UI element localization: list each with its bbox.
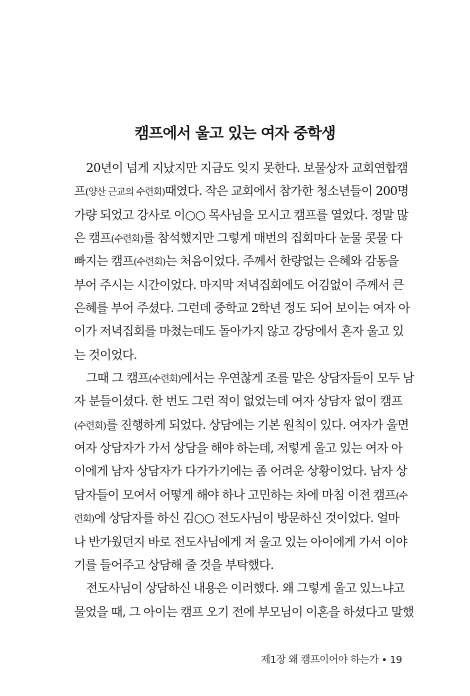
parenthetical-note: (수련회) <box>148 374 181 386</box>
text-run: 에서는 우연찮게 조를 맡은 상담자들이 모두 남 <box>180 371 414 386</box>
text-run: 20년이 넘게 지났지만 지금도 잊지 못한다. 보물상자 교회연합캠 <box>86 161 408 175</box>
text-line <box>74 531 407 554</box>
text-run: 나 반가웠던지 바로 전도사님에게 저 울고 있는 아이에게 가서 이야 <box>74 534 407 549</box>
text-run: 빠지는 캠프 <box>74 254 134 269</box>
footer-bullet: • <box>381 655 387 666</box>
footer-chapter: 제1장 왜 캠프이어야 하는가 <box>260 655 379 666</box>
parenthetical-note: (수련회) <box>111 234 143 246</box>
text-line <box>74 250 404 273</box>
text-run: 를 진행하게 되었다. 상담에는 기본 원칙이 있다. 여자가 울면 <box>105 417 409 432</box>
text-line <box>74 367 414 390</box>
page-footer <box>261 651 402 666</box>
text-line <box>74 507 404 530</box>
text-line <box>74 204 408 227</box>
parenthetical-note: (수련회) <box>74 420 106 432</box>
text-run: 프 <box>74 184 86 199</box>
text-line <box>74 601 414 624</box>
text-line <box>74 297 410 320</box>
text-run: 는 것이었다. <box>74 347 137 362</box>
text-line <box>74 577 404 600</box>
text-line <box>74 390 404 413</box>
text-run: 담자들이 모여서 어떻게 해야 하나 고민하는 차에 마침 이전 캠프 <box>74 487 396 502</box>
text-run: 를 참석했지만 그렇게 매번의 집회마다 눈물 콧물 다 <box>142 231 402 246</box>
text-line <box>74 554 404 577</box>
text-run: 이가 저녁집회를 마쳤는데도 돌아가지 않고 강당에서 혼자 울고 있 <box>74 324 404 339</box>
text-run: 은혜를 부어 주셨다. 그런데 중학교 2학년 정도 되어 보이는 여자 아 <box>74 301 410 316</box>
text-line <box>74 460 407 483</box>
text-run: 가량 되었고 강사로 이○○ 목사님을 모시고 캠프를 열었다. 정말 많 <box>74 207 408 222</box>
text-run: 에 상담자를 하신 김○○ 전도사님이 방문하신 것이었다. 얼마 <box>94 511 400 526</box>
parenthetical-note: (수 <box>395 490 408 502</box>
text-run: 그때 그 캠프 <box>86 371 149 386</box>
text-run: 때였다. 작은 교회에서 참가한 청소년들이 200명 <box>164 184 409 199</box>
text-run: 는 처음이었다. 주께서 한량없는 은혜와 감동을 <box>165 254 399 269</box>
text-run: 은 캠프 <box>74 231 111 246</box>
text-line <box>74 274 404 297</box>
text-run: 이에게 남자 상담자가 다가가기에는 좀 어려운 상황이었다. 남자 상 <box>74 464 407 479</box>
text-line <box>74 320 404 343</box>
text-line <box>74 227 404 250</box>
parenthetical-note: 련회) <box>74 514 95 526</box>
text-run: 전도사님이 상담하신 내용은 이러했다. 왜 그렇게 울고 있느냐고 <box>86 581 405 596</box>
text-run: 부어 주시는 시간이었다. 마지막 저녁집회에도 어김없이 주께서 큰 <box>74 277 404 292</box>
page-title: 캠프에서 울고 있는 여자 중학생 <box>134 124 336 142</box>
text-line <box>74 414 409 437</box>
parenthetical-note: (수련회) <box>133 257 166 269</box>
text-line <box>74 437 404 460</box>
body-text <box>74 157 414 624</box>
text-run: 기를 들어주고 상담해 줄 것을 부탁했다. <box>74 557 274 572</box>
text-line <box>74 344 404 367</box>
parenthetical-note: (양산 근교의 수련회) <box>85 187 165 199</box>
text-line <box>74 180 409 203</box>
text-run: 여자 상담자가 가서 상담을 해야 하는데, 저렇게 울고 있는 여자 아 <box>74 441 403 456</box>
text-run: 자 분들이셨다. 한 번도 그런 적이 없었는데 여자 상담자 없이 캠프 <box>74 394 403 409</box>
text-line <box>74 484 408 507</box>
text-run: 물었을 때, 그 아이는 캠프 오기 전에 부모님이 이혼을 하셨다고 말했 <box>74 604 414 619</box>
text-line <box>74 157 408 180</box>
footer-page-number: 19 <box>389 655 402 666</box>
